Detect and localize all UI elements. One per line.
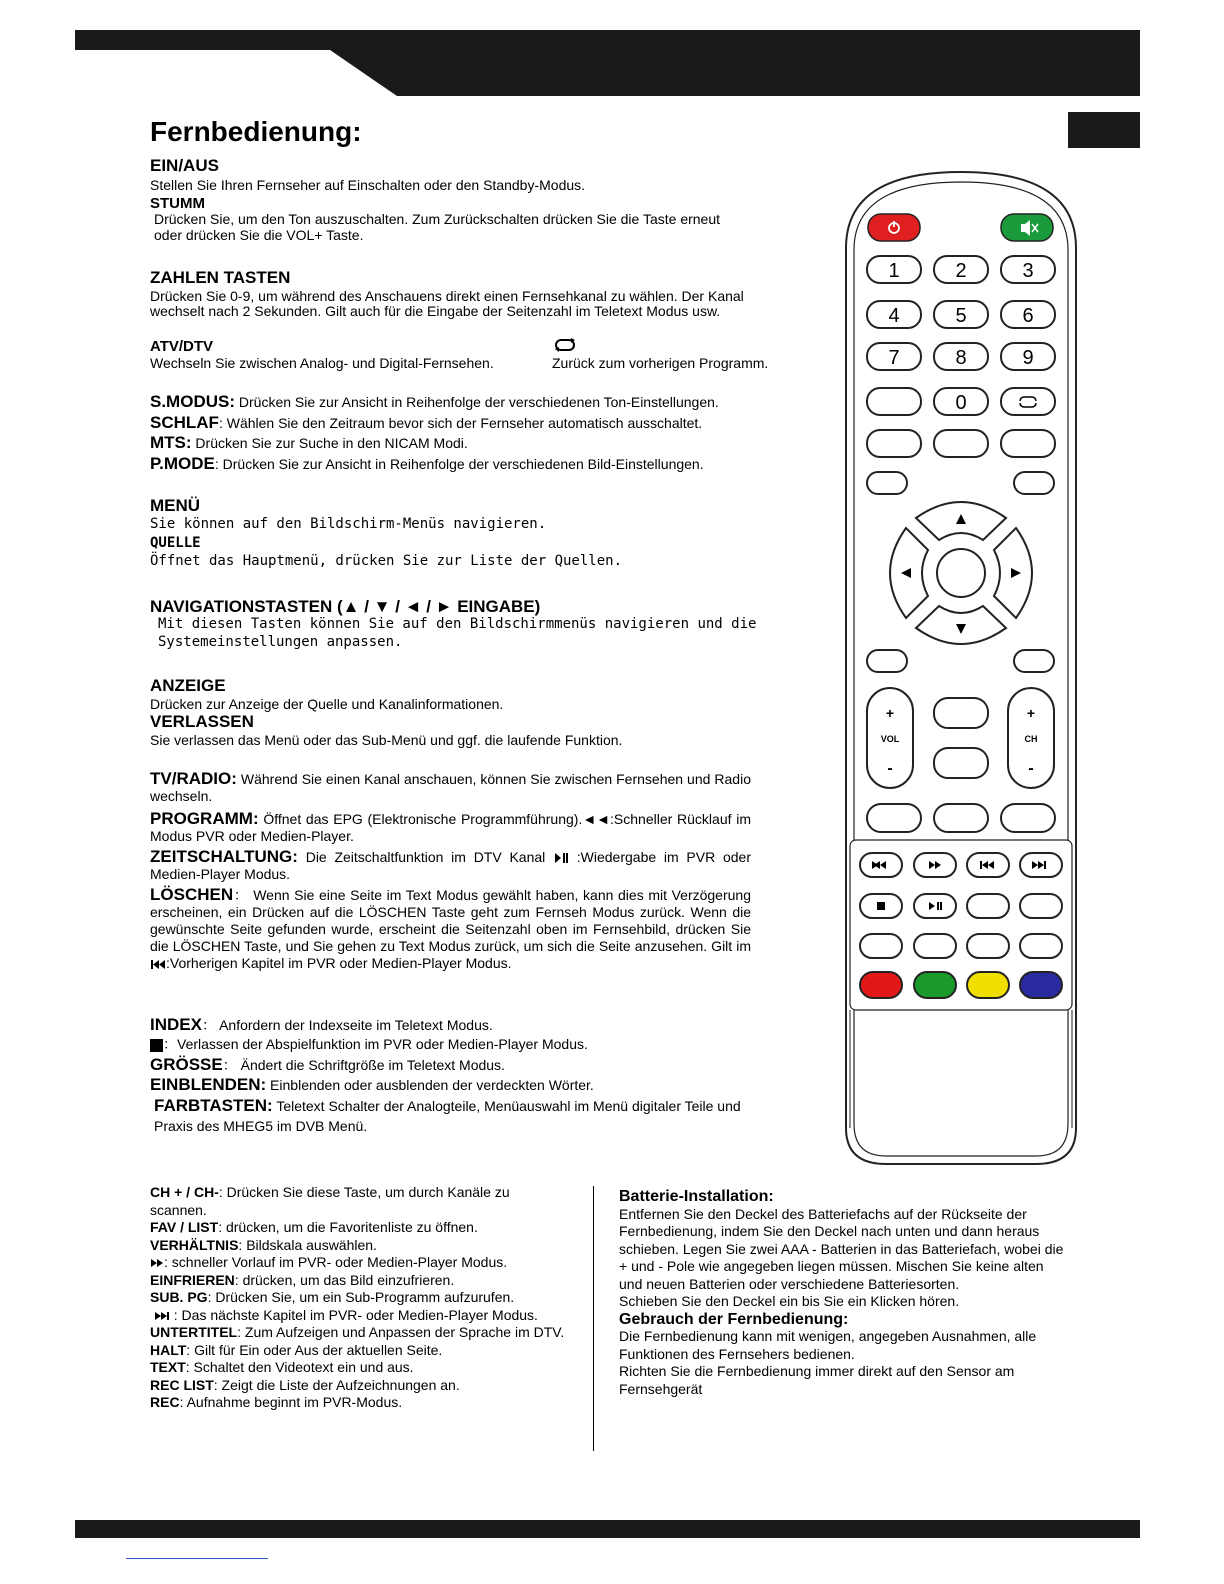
loeschen-label: LÖSCHEN [150,885,234,904]
schlaf-line [150,414,702,432]
anzeige-text: Drücken zur Anzeige der Quelle und Kanalinformationen. [150,696,504,712]
loeschen-text-a: ： Wenn Sie eine Seite im Text Modus gewählt haben, kann dies mit Verzögerung erscheinen, ein Drücken auf die LÖSCHEN Taste geht zum Fernseh Modus zurück. Wenn die gewünschte Seite gefunden wurde, erscheint die Seitenzahl oben im Fernsehbild, drücken Sie die LÖSCHEN Taste, und Sie gehen zu Text Modus zurück, um sich die Seite anzusehen. Gilt im [150,887,751,954]
list-item: REC LIST: Zeigt die Liste der Aufzeichnungen an. [150,1376,460,1393]
list-item: UNTERTITEL: Zum Aufzeigen und Anpassen der Sprache im DTV. [150,1324,565,1340]
digit-1-label: 1 [888,260,900,282]
index-line [150,1016,493,1034]
stumm-text-2: oder drücken Sie die VOL+ Taste. [154,227,364,243]
list-item: : schneller Vorlauf im PVR- oder Medien-Player Modus. [150,1254,570,1272]
battery-text-2: Schieben Sie den Deckel ein bis Sie ein Klicken hören. [619,1293,960,1309]
sleep-button [934,430,988,457]
column-divider [593,1186,594,1451]
quelle-text: Öffnet das Hauptmenü, drücken Sie zur Liste der Quellen. [150,553,623,569]
verlassen-heading: VERLASSEN [150,712,254,731]
list-item: EINFRIEREN: drücken, um das Bild einzufrieren. [150,1271,455,1288]
digit-5-label: 5 [955,305,967,327]
timer-button [934,804,988,832]
pmode-text: : Drücken Sie zur Ansicht in Reihenfolge der verschiedenen Bild-Einstellungen. [214,456,704,472]
groesse-line [150,1056,505,1074]
list-item: REC: Aufnahme beginnt im PVR-Modus. [150,1394,403,1410]
ch-plus-label: + [1026,705,1036,721]
smodus-label: S.MODUS: [150,392,235,411]
program-button [867,804,921,832]
zeitschaltung-paragraph [150,848,751,883]
page-title: Fernbedienung: [150,116,362,147]
zeitschaltung-label: ZEITSCHALTUNG: [150,847,298,866]
delete-button [1001,804,1055,832]
stumm-text-1: Drücken Sie, um den Ton auszuschalten. Zum Zurückschalten drücken Sie die Taste erneut [154,211,721,227]
anzeige-heading: ANZEIGE [150,676,226,695]
list-item: FAV / LIST: drücken, um die Favoritenliste zu öffnen. [150,1219,478,1235]
yellow-button [967,972,1009,998]
farbtasten-label: FARBTASTEN: [154,1096,273,1115]
groesse-label: GRÖSSE [150,1055,223,1074]
stop-text: ：Verlassen der Abspielfunktion im PVR oder Medien-Player Modus. [163,1036,588,1052]
tvradio-paragraph [150,770,751,805]
next-chapter-icon [154,1311,170,1321]
mts-button [1001,430,1055,457]
vol-plus-label: + [885,705,895,721]
stumm-heading: STUMM [150,195,205,212]
programm-text: Öffnet das EPG (Elektronische Programmführung).◄◄:Schneller Rücklauf im Modus PVR oder Medien-Player. [150,811,751,844]
digit-6-label: 6 [1022,305,1034,327]
tvradio-text: Während Sie einen Kanal anschauen, können Sie zwischen Fernsehen und Radio wechseln. [150,771,751,804]
list-item: CH + / CH-: Drücken Sie diese Taste, um durch Kanäle zu scannen. [150,1184,510,1218]
prev-chapter-icon [150,959,166,970]
recall-text: Zurück zum vorherigen Programm. [552,355,769,371]
einblenden-label: EINBLENDEN: [150,1075,267,1094]
farbtasten-text-2: Praxis des MHEG5 im DVB Menü. [154,1118,368,1134]
list-item: : Das nächste Kapitel im PVR- oder Medien-Player Modus. [150,1307,570,1325]
loeschen-text-b: :Vorherigen Kapitel im PVR oder Medien-Player Modus. [166,955,512,971]
reveal-button [860,934,902,958]
header-bar [75,30,1140,96]
zeitschaltung-text-a: Die Zeitschaltfunktion im DTV Kanal [297,849,554,865]
ch-label: CH [1024,734,1038,744]
zahlen-text-1: Drücken Sie 0-9, um während des Anschauens direkt einen Fernsehkanal zu wählen. Der Kanal [150,288,744,304]
atvdtv-button [867,388,921,415]
recall-icon [552,338,578,352]
farbtasten-line [154,1097,741,1115]
usage-heading: Gebrauch der Fernbedienung: [619,1310,849,1328]
index-button [967,894,1009,918]
index-text: ： Anfordern der Indexseite im Teletext Modus. [201,1017,493,1033]
pmode-line [150,455,704,473]
farbtasten-text: Teletext Schalter der Analogteile, Menüauswahl im Menü digitaler Teile und [272,1098,741,1114]
green-button [914,972,956,998]
page-tab [1068,112,1140,148]
pmode-label: P.MODE [150,454,215,473]
footer-bar [75,1520,1140,1538]
einblenden-line [150,1076,594,1094]
digit-9-label: 9 [1022,347,1034,369]
index-label: INDEX [150,1015,202,1034]
list-item: TEXT: Schaltet den Videotext ein und aus. [150,1359,414,1375]
menu-button [867,472,907,494]
footer-link-line [126,1558,268,1559]
battery-heading: Batterie-Installation: [619,1188,774,1205]
smodus-line [150,393,719,411]
recall-button [1001,388,1055,415]
groesse-text: ： Ändert die Schriftgröße im Teletext Modus. [222,1057,505,1073]
tv-radio-button [934,698,988,728]
digit-2-label: 2 [955,260,967,282]
size-button [1020,894,1062,918]
digit-0-label: 0 [955,392,967,414]
digit-8-label: 8 [955,347,967,369]
schlaf-text: : Wählen Sie den Zeitraum bevor sich der Fernseher automatisch ausschaltet. [218,415,703,431]
battery-section [619,1188,1069,1398]
digit-4-label: 4 [888,305,900,327]
quelle-heading: QUELLE [150,535,201,551]
stop-icon [150,1039,163,1052]
vol-minus-label: - [887,760,893,777]
enter-button [937,549,985,597]
programm-label: PROGRAMM: [150,809,259,828]
ch-minus-label: - [1028,760,1034,777]
stop-line [150,1036,588,1053]
remote-control-illustration [836,168,1086,1168]
menu-heading: MENÜ [150,496,201,515]
mts-text: Drücken Sie zur Suche in den NICAM Modi. [191,435,468,451]
zahlen-heading: ZAHLEN TASTEN [150,268,291,287]
source-button [1014,472,1054,494]
navigation-heading: NAVIGATIONSTASTEN (▲ / ▼ / ◄ / ► EINGABE) [150,597,541,616]
einaus-text: Stellen Sie Ihren Fernseher auf Einschalten oder den Standby-Modus. [150,177,586,193]
verlassen-text: Sie verlassen das Menü oder das Sub-Menü und ggf. die laufende Funktion. [150,732,623,748]
power-button [868,214,920,241]
digit-7-label: 7 [888,347,900,369]
navigation-text-1: Mit diesen Tasten können Sie auf den Bildschirmmenüs navigieren und die [158,616,757,632]
einblenden-text: Einblenden oder ausblenden der verdeckten Wörter. [266,1077,594,1093]
programm-paragraph [150,810,751,845]
tvradio-label: TV/RADIO: [150,769,237,788]
zahlen-text-2: wechselt nach 2 Sekunden. Gilt auch für die Eingabe der Seitenzahl im Teletext Modus usw. [150,303,721,319]
loeschen-paragraph [150,886,751,972]
exit-button [1014,650,1054,672]
mts-line [150,434,468,452]
bottom-left-list [150,1184,570,1412]
usage-text: Die Fernbedienung kann mit wenigen, angegeben Ausnahmen, alle Funktionen des Fernsehers bedienen. [619,1328,1037,1362]
smodus-text: Drücken Sie zur Ansicht in Reihenfolge der verschiedenen Ton-Einstellungen. [235,394,719,410]
red-button [860,972,902,998]
navigation-text-2: Systemeinstellungen anpassen. [158,634,403,650]
text-button [1020,934,1062,958]
subtitle-button [914,934,956,958]
play-pause-icon [553,852,569,864]
atvdtv-text: Wechseln Sie zwischen Analog- und Digital-Fernsehen. [150,355,494,371]
usage-text-2: Richten Sie die Fernbedienung immer direkt auf den Sensor am Fernsehgerät [619,1363,1015,1397]
mts-label: MTS: [150,433,192,452]
zeitschaltung-text-b: :Wiedergabe im PVR oder Medien-Player Modus. [150,849,751,882]
list-item: VERHÄLTNIS: Bildskala auswählen. [150,1236,377,1253]
list-item: SUB. PG: Drücken Sie, um ein Sub-Programm aufzurufen. [150,1289,515,1305]
list-item: HALT: Gilt für Ein oder Aus der aktuellen Seite. [150,1341,443,1358]
blue-button [1020,972,1062,998]
display-button [867,650,907,672]
fast-forward-icon [150,1258,164,1268]
einaus-heading: EIN/AUS [150,156,219,175]
vol-label: VOL [880,734,900,744]
menu-text: Sie können auf den Bildschirm-Menüs navigieren. [150,516,547,532]
schlaf-label: SCHLAF [150,413,219,432]
hold-button [967,934,1009,958]
s-mode-button [867,430,921,457]
digit-3-label: 3 [1022,260,1034,282]
battery-text: Entfernen Sie den Deckel des Batteriefachs auf der Rückseite der Fernbedienung, indem Sie den Deckel nach unten und dann heraus schieben. Legen Sie zwei AAA - Batterien in das Batteriefach, wobei die + und - Pole wie angegeben liegen müssen. Mischen Sie keine alten und neuen Batterien oder verschiedene Batteriesorten. [619,1205,1064,1292]
atvdtv-heading: ATV/DTV [150,338,214,355]
fav-list-button [934,748,988,778]
